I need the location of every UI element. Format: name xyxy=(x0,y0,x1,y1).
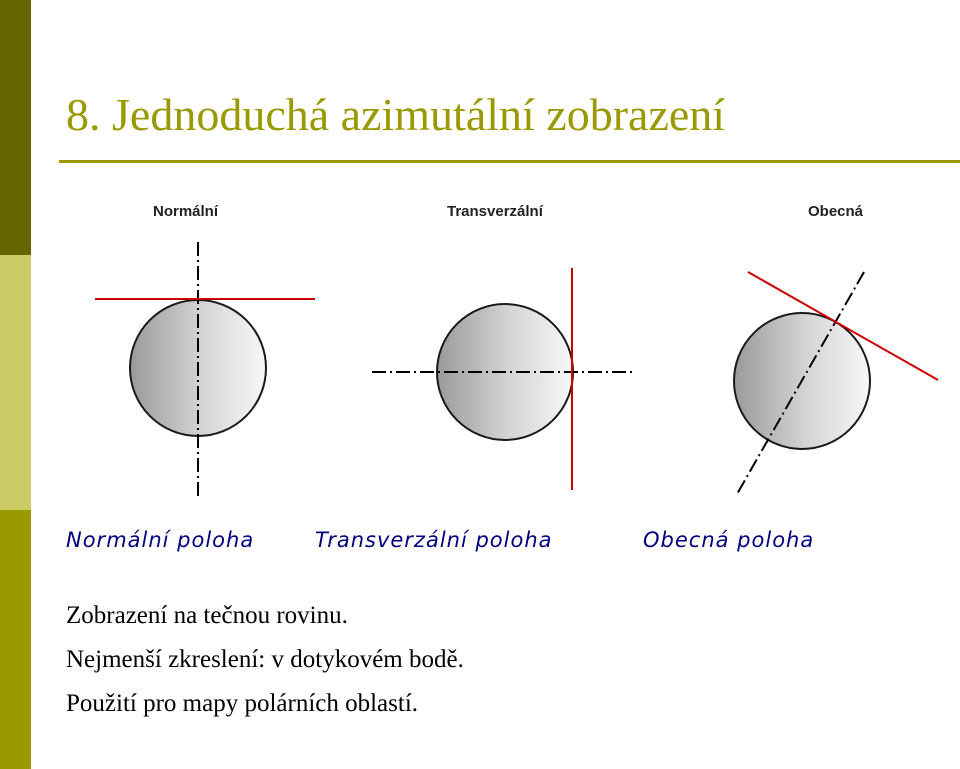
caption-oblique: Obecná poloha xyxy=(643,528,815,552)
sidebar-mid-segment xyxy=(0,510,31,769)
title-underline xyxy=(59,160,960,163)
projection-diagram xyxy=(60,180,960,510)
bullet-text-3: Použití pro mapy polárních oblastí. xyxy=(66,690,419,717)
transverse-position-figure xyxy=(372,268,632,490)
normal-position-figure xyxy=(95,242,315,500)
oblique-position-figure xyxy=(734,272,938,494)
bullet-text-1: Zobrazení na tečnou rovinu. xyxy=(66,602,348,629)
bullet-text-2: Nejmenší zkreslení: v dotykovém bodě. xyxy=(66,646,464,673)
label-transverse: Transverzální xyxy=(447,203,543,220)
caption-transverse: Transverzální poloha xyxy=(315,528,553,552)
sidebar-decoration xyxy=(0,0,31,769)
label-normal: Normální xyxy=(153,203,219,220)
sidebar-dark-segment xyxy=(0,0,31,255)
sidebar-light-segment xyxy=(0,255,31,510)
slide-title: 8. Jednoduchá azimutální zobrazení xyxy=(66,89,726,140)
caption-normal: Normální poloha xyxy=(66,528,255,552)
label-oblique: Obecná xyxy=(808,203,864,220)
